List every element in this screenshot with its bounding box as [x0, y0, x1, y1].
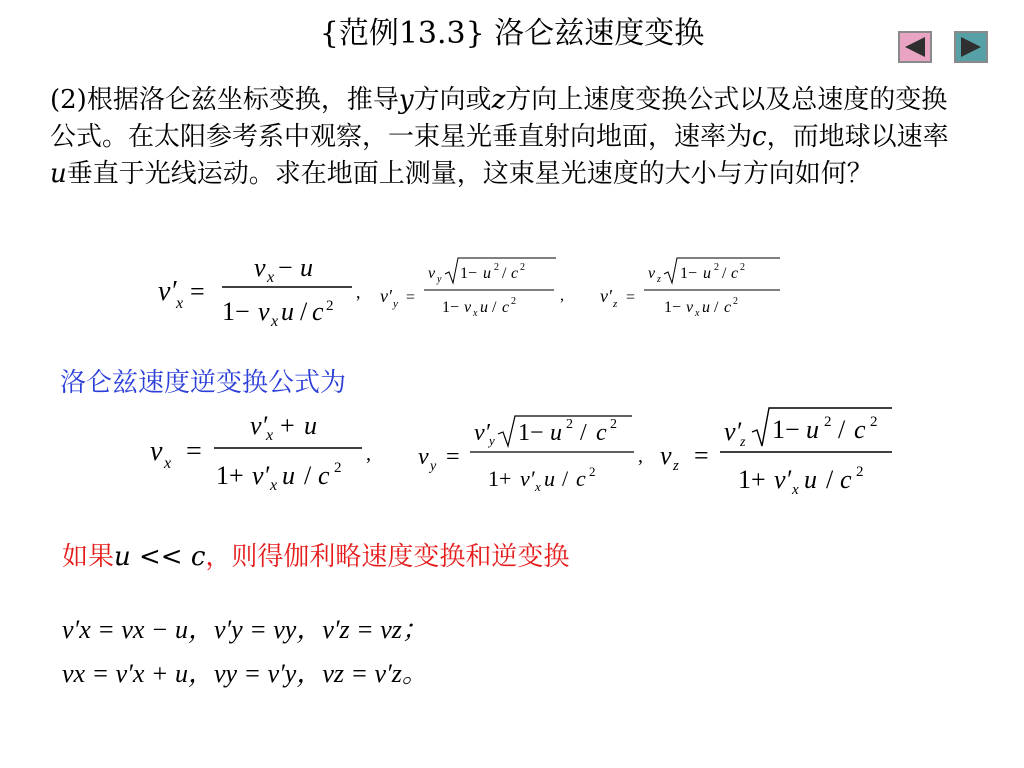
var-z: z	[491, 85, 506, 115]
svg-text:y: y	[489, 433, 495, 448]
svg-text:/: /	[304, 461, 312, 490]
svg-text:c: c	[731, 265, 739, 282]
svg-text:z: z	[673, 458, 679, 474]
svg-text:/: /	[722, 265, 727, 282]
svg-text:=: =	[446, 444, 460, 470]
svg-text:u: u	[703, 265, 711, 282]
svg-text:u: u	[480, 299, 488, 316]
svg-text:2: 2	[870, 414, 878, 430]
svg-text:x: x	[266, 427, 274, 444]
svg-text:x: x	[176, 295, 184, 312]
problem-text-1: (2)根据洛仑兹坐标变换，推导	[50, 85, 399, 115]
svg-text:z: z	[613, 298, 618, 310]
problem-text-2: 方向或	[413, 85, 492, 115]
svg-text:u: u	[702, 299, 710, 316]
svg-text:,: ,	[366, 443, 371, 465]
svg-text:u: u	[806, 415, 819, 444]
svg-text:1−: 1−	[664, 299, 682, 316]
svg-text:v: v	[464, 299, 472, 316]
var-y: y	[398, 85, 414, 115]
svg-text:v′: v′	[474, 420, 490, 446]
inverse-transform-formulas	[140, 402, 910, 507]
svg-text:1−: 1−	[518, 420, 544, 446]
svg-text:2: 2	[334, 460, 342, 476]
svg-text:1−: 1−	[772, 415, 800, 444]
svg-text:2: 2	[824, 414, 832, 430]
svg-text:2: 2	[733, 296, 738, 307]
svg-text:c: c	[854, 415, 866, 444]
svg-text:1+: 1+	[216, 461, 244, 490]
svg-text:c: c	[312, 297, 324, 326]
svg-text:x: x	[267, 269, 275, 286]
svg-text:c: c	[502, 299, 510, 316]
svg-text:v: v	[648, 265, 656, 282]
svg-text:+: +	[280, 411, 295, 440]
svg-text:c: c	[724, 299, 732, 316]
svg-text:u: u	[804, 465, 817, 494]
svg-text:/: /	[580, 420, 587, 446]
svg-text:c: c	[840, 465, 852, 494]
svg-text:z: z	[657, 274, 661, 285]
svg-text:−: −	[278, 253, 293, 282]
svg-text:=: =	[626, 289, 636, 306]
svg-text:u: u	[544, 466, 555, 491]
svg-text:v: v	[686, 299, 694, 316]
svg-text:=: =	[694, 441, 709, 470]
svg-text:2: 2	[740, 262, 745, 273]
svg-text:u: u	[300, 253, 313, 282]
previous-slide-button[interactable]	[898, 31, 932, 63]
svg-text:x: x	[695, 308, 700, 319]
problem-text-5: 垂直于光线运动。求在地面上测量，这束星光速度的大小与方向如何？	[66, 159, 873, 189]
svg-text:c: c	[596, 420, 607, 446]
next-slide-button[interactable]	[954, 31, 988, 63]
svg-text:v′: v′	[252, 461, 270, 490]
svg-text:1+: 1+	[738, 465, 766, 494]
svg-text:u: u	[282, 461, 295, 490]
svg-text:v: v	[418, 444, 429, 470]
right-triangle-icon	[961, 37, 981, 57]
svg-text:2: 2	[520, 262, 525, 273]
svg-text:v: v	[150, 436, 163, 467]
svg-text:u: u	[281, 297, 294, 326]
svg-text:v: v	[428, 265, 436, 282]
svg-text:c: c	[511, 265, 519, 282]
galileo-heading-prefix: 如果	[62, 542, 115, 572]
galileo-formulas	[62, 608, 428, 696]
problem-text-4: ，而地球以速率	[766, 122, 949, 152]
svg-text:2: 2	[494, 262, 499, 273]
svg-text:v: v	[254, 253, 266, 282]
svg-text:c: c	[576, 466, 586, 491]
forward-formula-svg	[150, 250, 810, 340]
svg-text:y: y	[393, 298, 398, 310]
svg-text:1+: 1+	[488, 466, 512, 491]
svg-text:/: /	[502, 265, 507, 282]
galileo-heading-suffix: ，则得伽利略速度变换和逆变换	[205, 542, 570, 572]
svg-text:/: /	[838, 415, 846, 444]
problem-statement	[50, 82, 950, 193]
svg-text:u: u	[304, 411, 317, 440]
inverse-transform-heading: 洛仑兹速度逆变换公式为	[60, 368, 347, 398]
svg-text:v: v	[258, 297, 270, 326]
svg-text:v′: v′	[774, 465, 792, 494]
svg-text:,: ,	[638, 445, 643, 467]
svg-text:x: x	[164, 455, 172, 472]
var-c: c	[752, 122, 767, 152]
svg-text:/: /	[826, 465, 834, 494]
svg-text:/: /	[714, 299, 719, 316]
svg-text:2: 2	[610, 417, 617, 432]
svg-text:v′: v′	[250, 411, 268, 440]
svg-text:/: /	[300, 297, 308, 326]
svg-text:y: y	[437, 274, 442, 285]
svg-text:u: u	[550, 420, 562, 446]
svg-text:/: /	[562, 466, 569, 491]
galileo-heading	[62, 536, 569, 573]
svg-text:u: u	[483, 265, 491, 282]
svg-text:x: x	[271, 313, 279, 330]
svg-text:x: x	[535, 479, 541, 494]
svg-text:1−: 1−	[680, 265, 698, 282]
svg-text:1−: 1−	[460, 265, 478, 282]
galileo-line-1: v′x = vx − u，v′y = vy，v′z = vz；	[62, 615, 428, 644]
svg-text:2: 2	[511, 296, 516, 307]
svg-text:=: =	[406, 289, 416, 306]
forward-transform-formulas	[150, 250, 810, 345]
svg-text:c: c	[318, 461, 330, 490]
svg-text:2: 2	[714, 262, 719, 273]
svg-text:x: x	[473, 308, 478, 319]
svg-text:v′: v′	[380, 286, 392, 306]
var-u: u	[50, 159, 67, 189]
svg-text:=: =	[190, 277, 205, 306]
problem-text-3: 方向上速度变换公式以及总速度的变换公式。在太阳参考系中观察，一束星光垂直射向地面，速率为	[50, 85, 948, 152]
svg-text:y: y	[430, 459, 437, 474]
galileo-line-2: vx = v′x + u，vy = v′y，vz = v′z。	[62, 659, 428, 688]
svg-text:2: 2	[566, 417, 573, 432]
left-triangle-icon	[905, 37, 925, 57]
svg-text:1−: 1−	[222, 297, 250, 326]
svg-text:1−: 1−	[442, 299, 460, 316]
svg-text:=: =	[186, 436, 202, 467]
svg-text:,: ,	[560, 287, 564, 304]
page-title: {范例13.3} 洛仑兹速度变换	[319, 16, 705, 51]
svg-text:/: /	[492, 299, 497, 316]
svg-text:2: 2	[326, 298, 334, 314]
svg-text:v′: v′	[724, 417, 742, 446]
galileo-condition: u << c	[114, 542, 206, 572]
svg-text:v′: v′	[520, 466, 535, 491]
svg-text:x: x	[792, 482, 799, 498]
svg-text:v: v	[660, 441, 672, 470]
svg-text:x: x	[270, 477, 278, 494]
svg-text:,: ,	[356, 282, 361, 302]
svg-text:2: 2	[856, 464, 864, 480]
svg-text:v′: v′	[158, 276, 177, 307]
inverse-formula-svg	[140, 402, 910, 502]
svg-text:v′: v′	[600, 286, 612, 306]
svg-text:z: z	[740, 435, 746, 450]
svg-text:2: 2	[589, 464, 596, 479]
